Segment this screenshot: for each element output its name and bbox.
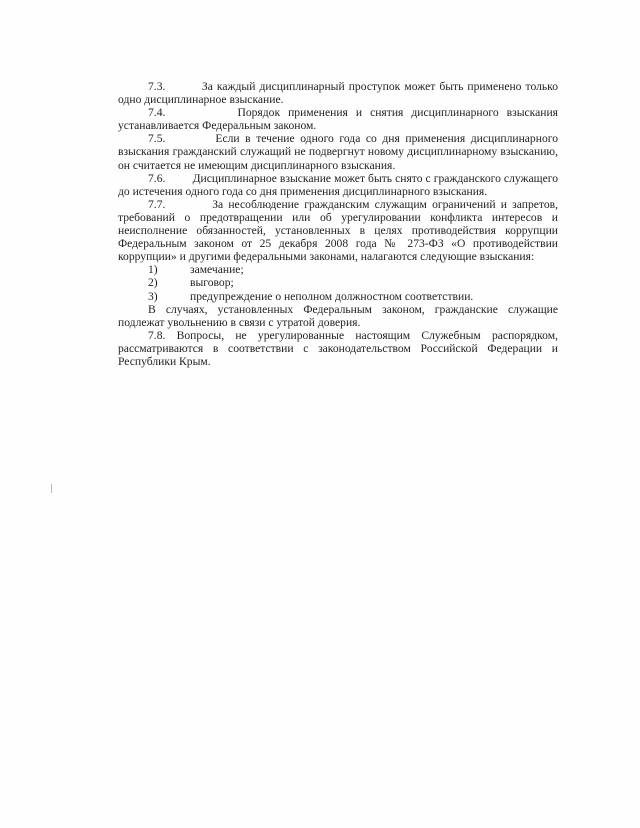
paragraph-text: В случаях, установленных Федеральным законом, гражданские служащие подлежат увольнению в связи с утратой доверия.	[118, 302, 558, 329]
list-item	[118, 290, 558, 303]
scan-margin-mark	[51, 484, 52, 493]
paragraph-text: Если в течение одного года со дня применения дисциплинарного взыскания гражданский служащий не подвергнут новому дисциплинарному взысканию, он считается не имеющим дисциплинарного взыскания.	[118, 132, 558, 172]
document-body	[118, 80, 558, 368]
list-item	[118, 276, 558, 289]
paragraph-text: Вопросы, не урегулированные настоящим Служебным распорядком, рассматриваются в соответствии с законодательством Российской Федерации и Республики Крым.	[118, 328, 558, 368]
paragraph-7-4	[118, 106, 558, 132]
list-item-number: 2)	[148, 276, 158, 290]
paragraph-number: 7.3.	[148, 80, 166, 93]
paragraph-number: 7.4.	[148, 106, 166, 120]
paragraph-text: Порядок применения и снятия дисциплинарного взыскания устанавливается Федеральным законом.	[118, 106, 558, 133]
paragraph-7-3	[118, 80, 558, 106]
paragraph-text: Дисциплинарное взыскание может быть снято с гражданского служащего до истечения одного года со дня применения дисциплинарного взыскания.	[118, 171, 558, 198]
paragraph-number: 7.6.	[148, 171, 166, 185]
list-item-text: предупреждение о неполном должностном соответствии.	[190, 289, 474, 303]
list-item-text: замечание;	[190, 263, 244, 277]
paragraph-7-6	[118, 172, 558, 198]
list-item-number: 1)	[148, 263, 158, 277]
paragraph-7-7	[118, 198, 558, 263]
paragraph-7-5	[118, 132, 558, 171]
paragraph-text: За каждый дисциплинарный проступок может быть применено только одно дисциплинарное взыскание.	[118, 80, 558, 107]
paragraph-7-8	[118, 329, 558, 368]
list-item-text: выговор;	[190, 276, 234, 290]
paragraph-number: 7.7.	[148, 197, 166, 211]
paragraph-dismissal	[118, 303, 558, 329]
penalty-list	[118, 263, 558, 302]
paragraph-text: За несоблюдение гражданским служащим ограничений и запретов, требований о предотвращении или об урегулировании конфликта интересов и неисполнение обязанностей, установленных в целях противодействия коррупции Федеральным законом от 25 декабря 2008 года № 273-ФЗ «О противодействии коррупции» и другими федеральными законами, налагаются следующие взыскания:	[118, 197, 558, 264]
paragraph-number: 7.8.	[148, 328, 166, 342]
list-item-number: 3)	[148, 289, 158, 303]
list-item	[118, 263, 558, 276]
paragraph-number: 7.5.	[148, 132, 166, 146]
